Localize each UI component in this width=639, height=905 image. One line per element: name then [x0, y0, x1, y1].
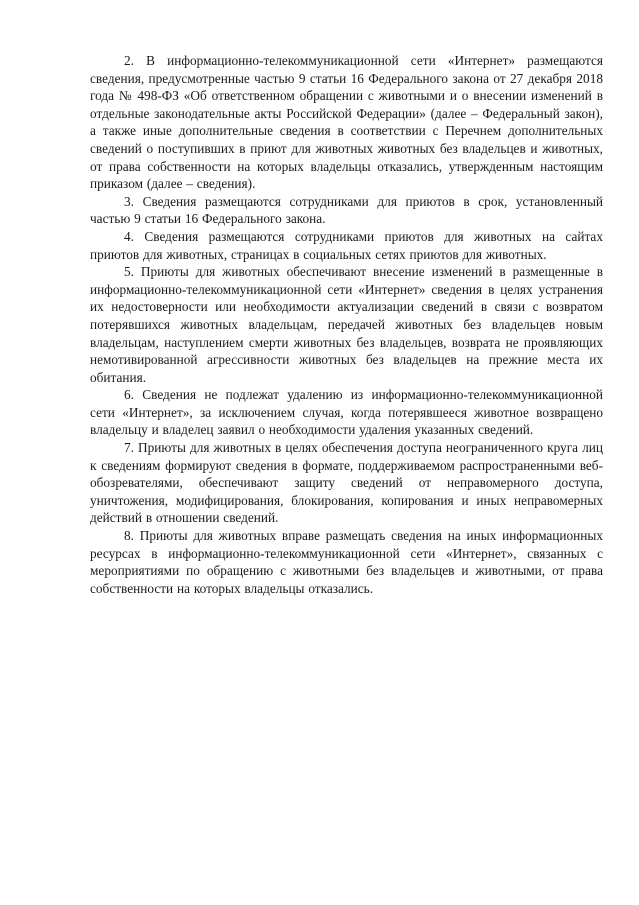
paragraph-6: 6. Сведения не подлежат удалению из информационно-телекоммуникационной сети «Интернет», за исключением случая, когда потерявшееся животное возвращено владельцу и владелец заявил о необходимости удаления указанных сведений.: [90, 387, 603, 438]
paragraph-4: 4. Сведения размещаются сотрудниками приютов для животных на сайтах приютов для животных, страницах в социальных сетях приютов для животных.: [90, 228, 603, 262]
paragraph-2: 2. В информационно-телекоммуникационной сети «Интернет» размещаются сведения, предусмотренные частью 9 статьи 16 Федерального закона от 27 декабря 2018 года № 498-ФЗ «Об ответственном обращении с животными и о внесении изменений в отдельные законодательные акты Российской Федерации» (далее – Федеральный закон), а также иные дополнительные сведения в соответствии с Перечнем дополнительных сведений о поступивших в приют для животных животных без владельцев и животных, от права собственности на которых владельцы отказались, утвержденным настоящим приказом (далее – сведения).: [90, 53, 603, 192]
paragraph-5: 5. Приюты для животных обеспечивают внесение изменений в размещенные в информационно-телекоммуникационной сети «Интернет» сведения в целях устранения их недостоверности или необходимости актуализации сведений в связи с возвратом потерявшихся животных владельцам, передачей животных без владельцев новым владельцам, наступлением смерти животных без владельцев, возврата не проявляющих немотивированной агрессивности животных без владельцев на прежние места их обитания.: [90, 264, 603, 385]
paragraph-7: 7. Приюты для животных в целях обеспечения доступа неограниченного круга лиц к сведениям формируют сведения в формате, поддерживаемом распространенными веб-обозревателями, обеспечивают защиту сведений от неправомерного доступа, уничтожения, модифицирования, блокирования, копирования и иных неправомерных действий в отношении сведений.: [90, 440, 603, 526]
paragraph-8: 8. Приюты для животных вправе размещать сведения на иных информационных ресурсах в информационно-телекоммуникационной сети «Интернет», связанных с мероприятиями по обращению с животными без владельцев и животными, от права собственности на которых владельцы отказались.: [90, 528, 603, 596]
paragraph-3: 3. Сведения размещаются сотрудниками для приютов в срок, установленный частью 9 статьи 16 Федерального закона.: [90, 193, 603, 227]
